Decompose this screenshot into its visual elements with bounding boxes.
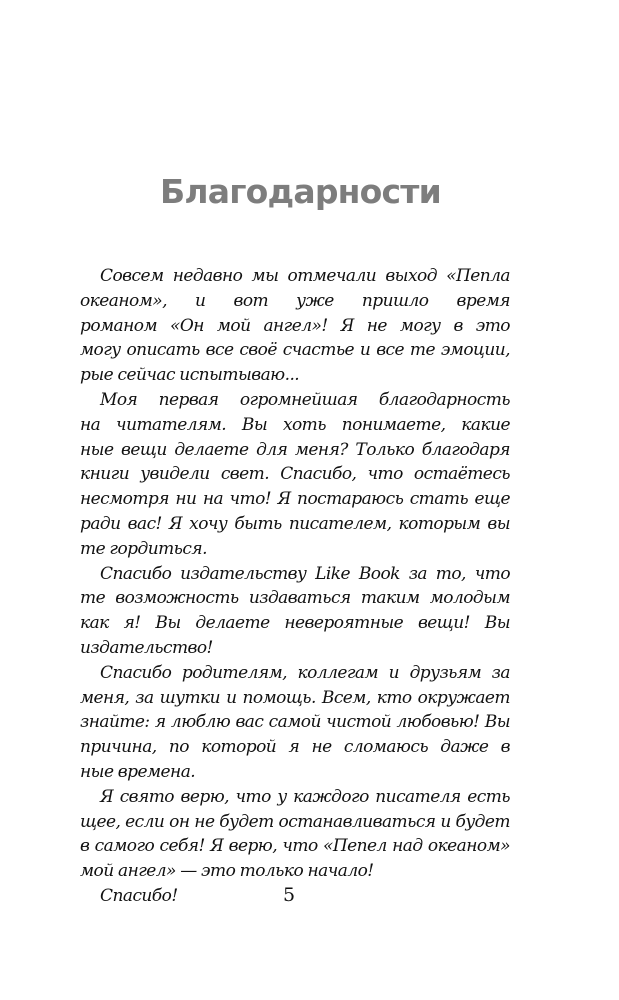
- text-line: несмотря ни на что! Я постараюсь стать еще: [80, 489, 510, 510]
- text-line: Совсем недавно мы отмечали выход «Пепла: [100, 266, 510, 286]
- text-line: знайте: я люблю вас самой чистой любовью! Вы: [80, 712, 510, 733]
- text-line: океаном», и вот уже пришло время: [80, 290, 510, 311]
- text-line: Спасибо издательству Like Book за то, что: [100, 563, 510, 584]
- text-line: на читателям. Вы хоть понимаете, какие: [80, 414, 510, 435]
- text-line: мой ангел» — это только начало!: [80, 861, 374, 882]
- text-line: причина, по которой я не сломаюсь даже в: [80, 737, 510, 758]
- text-line: Я свято верю, что у каждого писателя есть: [100, 786, 510, 807]
- text-line: те возможность издаваться таким молодым: [80, 588, 510, 609]
- text-line: ради вас! Я хочу быть писателем, которым вы: [80, 513, 510, 534]
- text-line: те гордиться.: [80, 538, 207, 559]
- page-title: Благодарности: [160, 172, 441, 211]
- text-line: могу описать все своё счастье и все те эмоции,: [80, 340, 510, 361]
- text-line: романом «Он мой ангел»! Я не могу в это: [80, 315, 510, 336]
- acknowledgements-text: [80, 264, 510, 909]
- text-line: как я! Вы делаете невероятные вещи! Вы: [80, 613, 510, 634]
- text-line: книги увидели свет. Спасибо, что остаётесь: [80, 464, 510, 485]
- text-line: издательство!: [80, 637, 213, 658]
- text-line: ные вещи делаете для меня? Только благодаря: [80, 439, 510, 460]
- page-number: 5: [282, 884, 296, 906]
- text-line: щее, если он не будет останавливаться и будет: [80, 811, 510, 832]
- text-line: Спасибо!: [100, 885, 178, 906]
- text-line: рые сейчас испытываю...: [80, 365, 300, 386]
- text-line: Моя первая огромнейшая благодарность: [100, 389, 510, 410]
- text-line: в самого себя! Я верю, что «Пепел над океаном»: [80, 836, 510, 857]
- text-line: Спасибо родителям, коллегам и друзьям за: [100, 662, 510, 683]
- text-line: ные времена.: [80, 761, 196, 782]
- text-line: меня, за шутки и помощь. Всем, кто окружает: [80, 687, 510, 708]
